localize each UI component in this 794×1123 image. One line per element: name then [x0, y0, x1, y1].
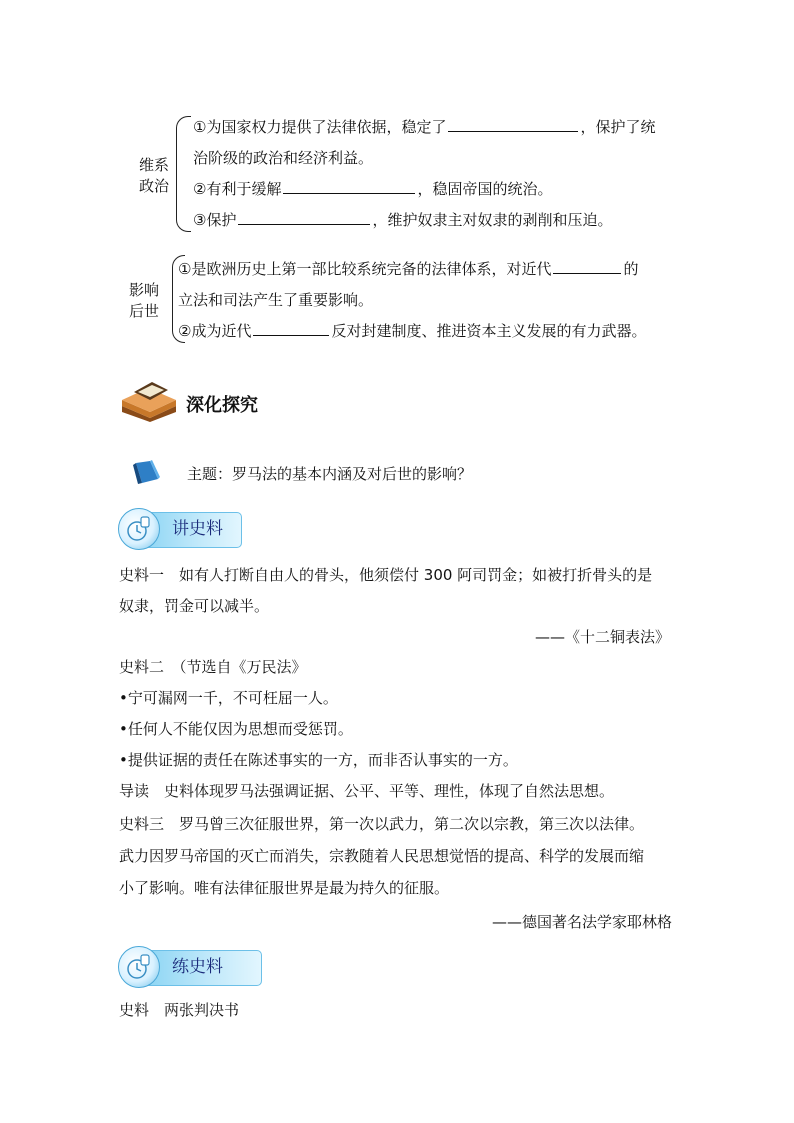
influence-label-line2: 后世 [128, 302, 159, 320]
politics-item-1-b: ，保护了统 [580, 118, 656, 136]
lian-line1: 史料 两张判决书 [119, 1001, 240, 1019]
blank-line[interactable] [238, 210, 370, 225]
lian-label: 练史料 [172, 957, 223, 977]
source3-line1: 史料三 罗马曾三次征服世界，第一次以武力，第二次以宗教，第三次以法律。 [119, 815, 645, 833]
influence-item-1-b: 的 [623, 260, 639, 278]
blank-line[interactable] [253, 321, 329, 336]
politics-brace [176, 116, 191, 232]
source3-line2: 武力因罗马帝国的灭亡而消失，宗教随着人民思想觉悟的提高、科学的发展而缩 [119, 847, 645, 865]
topic-text: 主题：罗马法的基本内涵及对后世的影响？ [187, 465, 473, 483]
clock-icon [118, 508, 160, 550]
influence-item-2-b: 反对封建制度、推进资本主义发展的有力武器。 [331, 322, 647, 340]
clock-icon [118, 946, 160, 988]
politics-label-line1: 维系 [138, 156, 169, 174]
politics-item-2-b: ，稳固帝国的统治。 [417, 180, 553, 198]
influence-label-line1: 影响 [128, 281, 159, 299]
source1-line1: 史料一 如有人打断自由人的骨头，他须偿付 300 阿司罚金；如被打折骨头的是 [119, 566, 653, 584]
influence-item-2 [178, 321, 646, 341]
politics-item-3-a: ③保护 [193, 211, 237, 229]
politics-item-3 [193, 210, 612, 230]
influence-item-1-a: ①是欧洲历史上第一部比较系统完备的法律体系，对近代 [178, 260, 552, 278]
influence-item-1-cont: 立法和司法产生了重要影响。 [178, 291, 374, 309]
source3-line3: 小了影响。唯有法律征服世界是最为持久的征服。 [119, 879, 450, 897]
source1-line2: 奴隶，罚金可以减半。 [119, 597, 270, 615]
books-icon [118, 378, 180, 422]
politics-item-2-a: ②有利于缓解 [193, 180, 282, 198]
politics-label [134, 155, 174, 197]
source2-bullet3: •提供证据的责任在陈述事实的一方，而非否认事实的一方。 [119, 751, 518, 769]
influence-item-1 [178, 259, 638, 279]
politics-item-2 [193, 179, 552, 199]
book-marker-icon [132, 459, 162, 485]
politics-item-3-b: ，维护奴隶主对奴隶的剥削和压迫。 [372, 211, 613, 229]
source2-head: 史料二 （节选自《万民法》 [119, 658, 307, 676]
jiang-label: 讲史料 [172, 519, 223, 539]
politics-item-1-cont: 治阶级的政治和经济利益。 [193, 149, 374, 167]
blank-line[interactable] [553, 259, 621, 274]
influence-label [124, 280, 164, 322]
politics-label-line2: 政治 [138, 177, 169, 195]
source2-bullet1: •宁可漏网一千，不可枉屈一人。 [119, 689, 338, 707]
influence-item-2-a: ②成为近代 [178, 322, 252, 340]
source3-cite: ——德国著名法学家耶林格 [491, 913, 672, 931]
source1-cite: ——《十二铜表法》 [534, 628, 670, 646]
source2-bullet2: •任何人不能仅因为思想而受惩罚。 [119, 720, 353, 738]
section-title: 深化探究 [186, 395, 258, 416]
clock-glyph-icon [119, 947, 159, 987]
clock-glyph-icon [119, 509, 159, 549]
guide-text: 导读 史料体现罗马法强调证据、公平、平等、理性，体现了自然法思想。 [119, 782, 615, 800]
blank-line[interactable] [283, 179, 415, 194]
politics-item-1-a: ①为国家权力提供了法律依据，稳定了 [193, 118, 447, 136]
politics-item-1 [193, 117, 655, 137]
blank-line[interactable] [448, 117, 578, 132]
